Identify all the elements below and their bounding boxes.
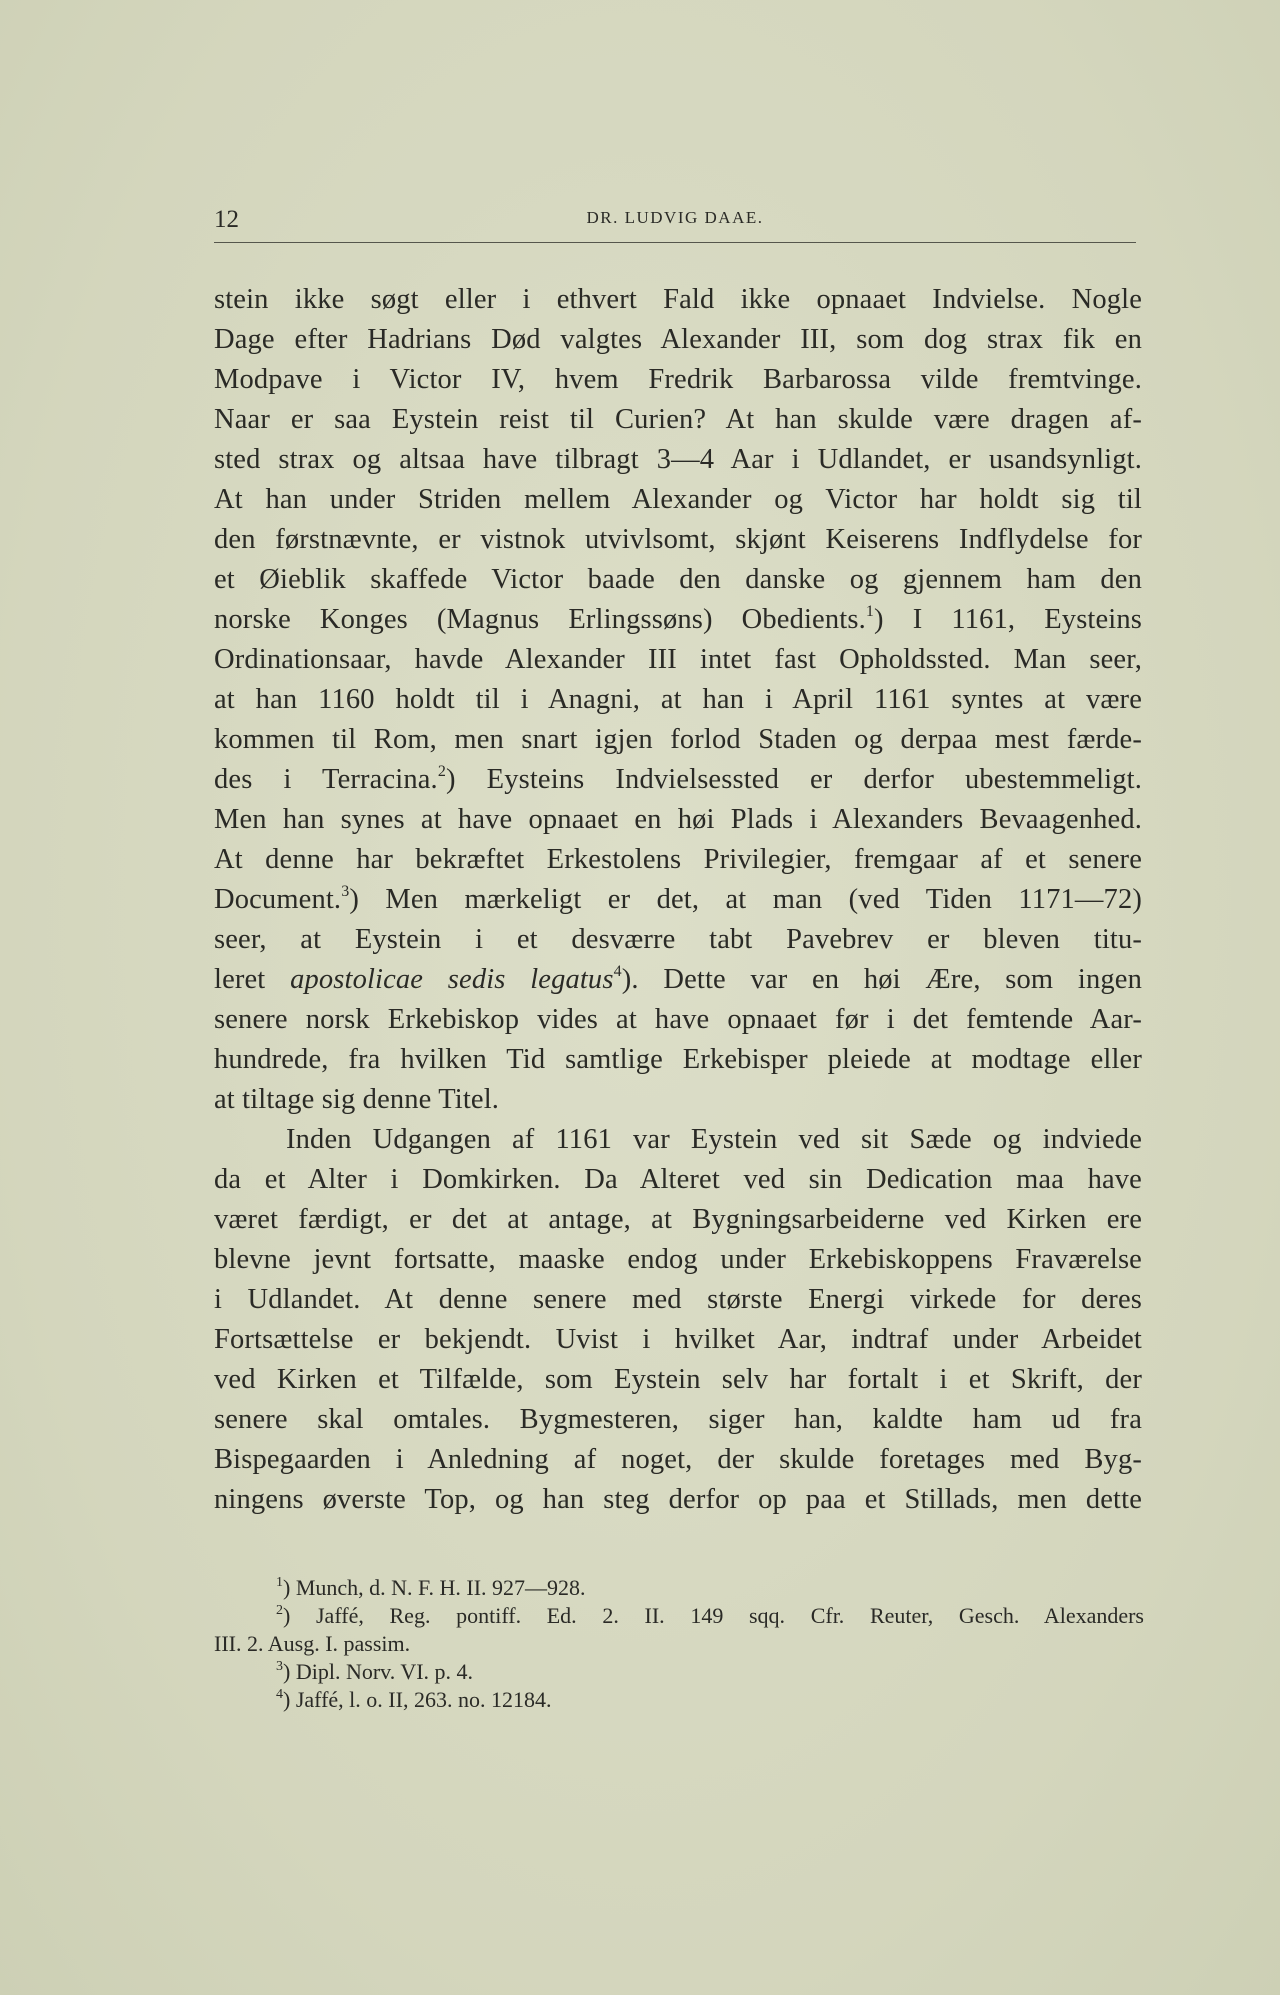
text-line: ved Kirken et Tilfælde, som Eystein selv har fortalt i et Skrift, der	[214, 1364, 1142, 1395]
footnote-text: Munch, d. N. F. H. II. 927—928.	[295, 1575, 586, 1600]
text-line: kommen til Rom, men snart igjen forlod Staden og derpaa mest færde-	[214, 724, 1142, 755]
footnote-ref-4: 4	[613, 963, 622, 980]
text-line: Bispegaarden i Anledning af noget, der skulde foretages med Byg-	[214, 1444, 1142, 1475]
text-line: Dage efter Hadrians Død valgtes Alexander III, som dog strax fik en	[214, 324, 1142, 355]
text-line: at han 1160 holdt til i Anagni, at han i April 1161 syntes at være	[214, 684, 1142, 715]
paragraph-start-line: Inden Udgangen af 1161 var Eystein ved sit Sæde og indviede	[286, 1124, 1142, 1155]
text-segment: Men mærkeligt er det, at man (ved Tiden 1171—72)	[359, 884, 1142, 915]
text-line: at tiltage sig denne Titel.	[214, 1084, 500, 1115]
text-line: senere norsk Erkebiskop vides at have opnaaet før i det femtende Aar-	[214, 1004, 1142, 1035]
text-segment: Eysteins Indvielsessted er derfor ubestemmeligt.	[455, 764, 1142, 795]
text-line: Naar er saa Eystein reist til Curien? At han skulde være dragen af-	[214, 404, 1142, 435]
footnote-ref-2: 2	[437, 763, 446, 780]
text-line: været færdigt, er det at antage, at Bygningsarbeiderne ved Kirken ere	[214, 1204, 1142, 1235]
text-segment: des i Terracina.	[214, 764, 438, 795]
text-line: Men han synes at have opnaaet en høi Plads i Alexanders Bevaagenhed.	[214, 804, 1142, 835]
text-line: leret apostolicae sedis legatus$^4$). Dette var en høi Ære, som ingen	[214, 963, 1142, 995]
text-line: seer, at Eystein i et desværre tabt Pavebrev er bleven titu-	[214, 924, 1142, 955]
footnote-text: Jaffé, Reg. pontiff. Ed. 2. II. 149 sqq. Cfr. Reuter, Gesch. Alexanders	[316, 1603, 1144, 1628]
text-segment: I 1161, Eysteins	[883, 604, 1143, 635]
text-line: blevne jevnt fortsatte, maaske endog under Erkebiskoppens Fraværelse	[214, 1244, 1142, 1275]
text-line: Document.$^3$) Men mærkeligt er det, at man (ved Tiden 1171—72)	[214, 883, 1142, 915]
footnote-mark: 4	[276, 1687, 283, 1702]
footnote-mark: 1	[276, 1575, 283, 1590]
running-title: DR. LUDVIG DAAE.	[586, 208, 764, 227]
italic-phrase: apostolicae sedis legatus	[290, 964, 614, 995]
text-line: Ordinationsaar, havde Alexander III intet fast Opholdssted. Man seer,	[214, 644, 1142, 675]
footnote-2-continued: III. 2. Ausg. I. passim.	[214, 1631, 411, 1656]
text-segment: norske Konges (Magnus Erlingssøns) Obedients.	[214, 604, 866, 635]
text-line: sted strax og altsaa have tilbragt 3—4 Aar i Udlandet, er usandsynligt.	[214, 444, 1142, 475]
footnote-text: Dipl. Norv. VI. p. 4.	[295, 1659, 474, 1684]
body-text	[214, 280, 1142, 1520]
footnote-4: $^4$) Jaffé, l. o. II, 263. no. 12184.	[276, 1687, 552, 1712]
text-line: Fortsættelse er bekjendt. Uvist i hvilket Aar, indtraf under Arbeidet	[214, 1324, 1142, 1355]
text-line: hundrede, fra hvilken Tid samtlige Erkebisper pleiede at modtage eller	[214, 1044, 1142, 1075]
text-line: ningens øverste Top, og han steg derfor op paa et Stillads, men dette	[214, 1484, 1142, 1515]
footnote-3: $^3$) Dipl. Norv. VI. p. 4.	[276, 1659, 474, 1684]
text-segment: . Dette var en høi Ære, som ingen	[631, 964, 1142, 995]
text-line: At denne har bekræftet Erkestolens Privilegier, fremgaar af et senere	[214, 844, 1142, 875]
text-line: da et Alter i Domkirken. Da Alteret ved sin Dedication maa have	[214, 1164, 1142, 1195]
text-line: des i Terracina.$^2$) Eysteins Indvielsessted er derfor ubestemmeligt.	[214, 763, 1142, 795]
text-segment: leret	[214, 964, 266, 995]
text-line: et Øieblik skaffede Victor baade den danske og gjennem ham den	[214, 564, 1142, 595]
footnote-1: $^1$) Munch, d. N. F. H. II. 927—928.	[276, 1575, 586, 1600]
text-line: senere skal omtales. Bygmesteren, siger han, kaldte ham ud fra	[214, 1404, 1142, 1435]
footnote-2: $^2$) Jaffé, Reg. pontiff. Ed. 2. II. 149 sqq. Cfr. Reuter, Gesch. Alexanders	[276, 1603, 1144, 1628]
footnote-mark: 3	[276, 1659, 283, 1674]
text-line: At han under Striden mellem Alexander og Victor har holdt sig til	[214, 484, 1142, 515]
text-segment: Document.	[214, 884, 342, 915]
page-number: 12	[214, 206, 239, 233]
text-line: den førstnævnte, er vistnok utvivlsomt, skjønt Keiserens Indflydelse for	[214, 524, 1142, 555]
text-line: norske Konges (Magnus Erlingssøns) Obedients.$^1$) I 1161, Eysteins	[214, 603, 1143, 635]
footnote-ref-1: 1	[865, 603, 875, 620]
footnotes	[214, 1574, 1144, 1714]
running-head	[214, 202, 1136, 243]
text-line: i Udlandet. At denne senere med største Energi virkede for deres	[214, 1284, 1142, 1315]
footnote-ref-3: 3	[341, 883, 350, 900]
footnote-text: Jaffé, l. o. II, 263. no. 12184.	[295, 1687, 552, 1712]
footnote-mark: 2	[276, 1603, 283, 1618]
text-line: stein ikke søgt eller i ethvert Fald ikke opnaaet Indvielse. Nogle	[214, 284, 1142, 315]
text-line: Modpave i Victor IV, hvem Fredrik Barbarossa vilde fremtvinge.	[214, 364, 1142, 395]
